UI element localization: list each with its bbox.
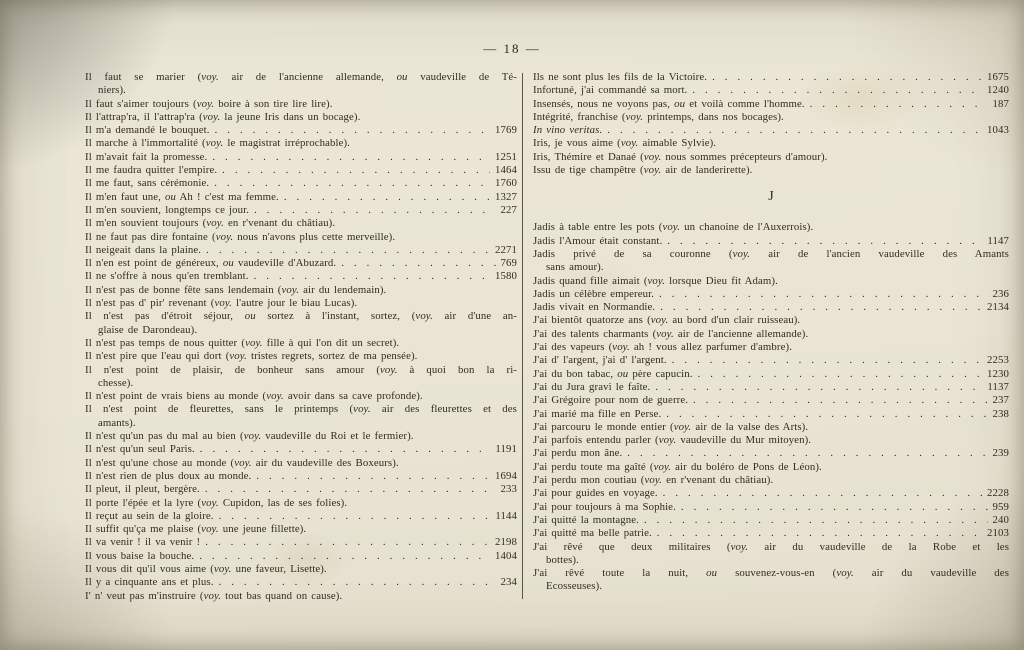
entry-title: J'ai perdu mon âne. [533,447,623,460]
entry-title: Il ne s'offre à nous qu'en tremblant. [85,270,249,283]
entry-title: J'ai bientôt quatorze ans (voy. au bord d'un clair ruisseau). [533,314,801,327]
entry-title: Iris, Thémire et Danaé (voy. nous sommes précepteurs d'amour). [533,150,828,163]
entry-title: J'ai quitté la montagne. [533,513,639,526]
entry-number: 2228 [987,487,1009,500]
entry-number: 1580 [495,270,517,283]
entry-number: 2198 [495,536,517,549]
entry-title: J'ai parcouru le monde entier (voy. air de la valse des Arts). [533,420,809,433]
leader-dots [667,354,982,367]
index-entry [85,390,517,403]
entry-title: Issu de tige champêtre (voy. air de landerirette). [533,164,753,177]
entry-title: J'ai pour guides en voyage. [533,487,658,500]
index-entry [533,275,1009,288]
entry-title: Il vous dit qu'il vous aime (voy. une faveur, Lisette). [85,562,327,575]
index-entry [85,350,517,363]
page-number: — 18 — [483,41,541,56]
leader-dots [654,288,987,301]
index-entry [85,430,517,443]
entry-title: J'ai du bon tabac, ou père capucin. [533,367,693,380]
entry-title: Il y a cinquante ans et plus. [85,576,214,589]
entry-title: Jadis à table entre les pots (voy. un chanoine de l'Auxerrois). [533,221,814,234]
entry-title-continuation: Ecosseuses). [546,580,603,593]
entry-number: 240 [992,513,1009,526]
entry-title: Il n'est pas de bonne fête sans lendemain (voy. air du lendemain). [85,283,387,296]
entry-number: 234 [500,576,517,589]
index-entry [533,487,1009,500]
entry-title: Il m'en faut une, ou Ah ! c'est ma femme. [85,190,279,203]
leader-dots [201,244,490,257]
right-column-j-section [533,221,1009,593]
entry-title: Il n'est qu'un seul Paris. [85,443,195,456]
index-entry [533,354,1009,367]
entry-title: Il l'attrap'ra, il l'attrap'ra (voy. la jeune Iris dans un bocage). [85,110,361,123]
entry-title: Jadis privé de sa couronne (voy. air de l'ancien vaudeville des Amants [533,247,1009,260]
right-column-i-section [533,71,1009,177]
column-divider [522,73,523,599]
entry-title: J'ai marié ma fille en Perse. [533,407,662,420]
leader-dots [650,381,982,394]
index-entry [533,301,1009,314]
index-entry [85,523,517,536]
entry-number: 769 [500,257,517,270]
index-entry [85,244,517,257]
index-entry [85,457,517,470]
index-entry [533,164,1009,177]
entry-title-continuation: chesse). [98,376,134,389]
leader-dots [200,483,496,496]
index-entry [85,483,517,496]
leader-dots [658,487,982,500]
index-entry [533,408,1009,421]
index-entry [533,567,1009,594]
entry-title: Il n'est point de plaisir, de bonheur sans amour (voy. à quoi bon la ri- [85,363,517,376]
leader-dots [195,443,491,456]
entry-title-continuation: bottes). [546,553,579,566]
entry-title: J'ai des talents charmants (voy. air de l'ancienne allemande). [533,327,809,340]
entry-number: 1043 [987,124,1009,137]
entry-title: J'ai perdu toute ma gaîté (voy. air du boléro de Pons de Léon). [533,460,822,473]
entry-number: 2103 [987,527,1009,540]
leader-dots [687,84,982,97]
index-entry [85,297,517,310]
entry-title: J'ai quitté ma belle patrie. [533,527,652,540]
leader-dots [200,536,490,549]
entry-title: Il me faut, sans cérémonie. [85,177,210,190]
entry-title: Il neigeait dans la plaine. [85,243,202,256]
entry-title: I' n' veut pas m'instruire (voy. tout bas quand on cause). [85,589,343,602]
index-entry [533,341,1009,354]
entry-number: 1137 [987,380,1009,393]
entry-number: 2134 [987,301,1009,314]
index-entry [533,314,1009,327]
leader-dots [336,257,495,270]
entry-number: 238 [992,407,1009,420]
entry-title: J'ai du Jura gravi le faîte. [533,380,651,393]
entry-title: Jadis un célèbre empereur. [533,287,655,300]
entry-title: J'ai perdu mon coutiau (voy. en r'venant du châtiau). [533,474,774,487]
entry-title: Il va venir ! il va venir ! [85,536,201,549]
entry-title-continuation: amants). [98,416,136,429]
leader-dots [209,177,490,190]
index-entry [533,124,1009,137]
entry-title: J'ai pour toujours à ma Sophie. [533,500,676,513]
entry-title: J'ai d' l'argent, j'ai d' l'argent. [533,354,667,367]
entry-title: Il n'est pas temps de nous quitter (voy. fille à qui l'on dit un secret). [85,336,400,349]
leader-dots [688,394,987,407]
index-entry [533,434,1009,447]
index-entry [533,71,1009,84]
index-entry [533,221,1009,234]
index-entry [533,248,1009,275]
entry-number: 1147 [987,234,1009,247]
index-entry [85,111,517,124]
index-entry [85,98,517,111]
index-entry [85,137,517,150]
entry-number: 1464 [495,164,517,177]
index-entry [85,550,517,563]
right-column [533,71,1009,603]
index-entry [533,151,1009,164]
index-entry [85,191,517,204]
index-entry [85,151,517,164]
entry-title: Ils ne sont plus les fils de la Victoire. [533,71,708,83]
index-entry [85,177,517,190]
index-entry [533,447,1009,460]
entry-title: Il me faudra quitter l'empire. [85,164,218,177]
index-entry [85,497,517,510]
leader-dots [217,164,490,177]
leader-dots [249,204,495,217]
entry-title: Il faut s'aimer toujours (voy. boire à son tire lire lire). [85,97,333,110]
index-entry [85,576,517,589]
leader-dots [707,71,982,84]
entry-title: Il n'en est point de généreux, ou vaudeville d'Abuzard. [85,257,337,270]
entry-number: 239 [992,447,1009,460]
index-entry [533,288,1009,301]
entry-title: Jadis quand fille aimait (voy. lorsque Dieu fit Adam). [533,274,778,287]
entry-number: 1240 [987,84,1009,97]
entry-number: 187 [992,97,1009,110]
index-entry [85,364,517,391]
entry-title: Insensés, nous ne voyons pas, ou et voilà comme l'homme. [533,97,805,110]
entry-title: Il n'est pire que l'eau qui dort (voy. tristes regrets, sortez de ma pensée). [85,350,418,363]
leader-dots [622,447,987,460]
leader-dots [249,270,490,283]
entry-title: J'ai rêvé toute la nuit, ou souvenez-vous-en (voy. air du vaudeville des [533,567,1009,580]
index-entry [85,337,517,350]
entry-number: 1769 [495,124,517,137]
entry-title: Il suffit qu'ça me plaise (voy. une jeune fillette). [85,523,307,536]
entry-title: Intégrité, franchise (voy. printemps, dans nos bocages). [533,110,784,123]
entry-title: Il n'est point de fleurettes, sans le printemps (voy. air des fleurettes et des [85,403,517,416]
index-entry [85,510,517,523]
entry-number: 233 [500,483,517,496]
entry-title: J'ai parfois entendu parler (voy. vaudeville du Mur mitoyen). [533,434,812,447]
entry-title-continuation: sans amour). [546,261,604,274]
entry-title-continuation: glaise de Darondeau). [98,323,198,336]
index-entry [533,235,1009,248]
index-entry [533,368,1009,381]
leader-dots [639,514,988,527]
entry-title: Il m'a demandé le bouquet. [85,124,210,137]
entry-title: Il porte l'épée et la lyre (voy. Cupidon, las de ses folies). [85,496,348,509]
entry-number: 1675 [987,71,1009,83]
index-entry [533,111,1009,124]
index-entry [85,443,517,456]
entry-title: Il pleut, il pleut, bergère. [85,483,200,496]
entry-number: 959 [992,500,1009,513]
entry-number: 1760 [495,177,517,190]
index-columns [85,71,1009,603]
index-entry [85,217,517,230]
leader-dots [214,576,496,589]
entry-number: 1144 [495,509,517,522]
entry-title: Il faut se marier (voy. air de l'ancienne allemande, ou vaudeville de Té- [85,71,517,83]
entry-title: Infortuné, j'ai commandé sa mort. [533,84,688,97]
entry-title: Il marche à l'immortalité (voy. le magistrat irréprochable). [85,137,350,150]
index-entry [85,257,517,270]
index-entry [85,536,517,549]
leader-dots [652,527,982,540]
leader-dots [210,124,490,137]
entry-number: 1230 [987,367,1009,380]
index-entry [533,461,1009,474]
leader-dots [214,510,491,523]
leader-dots [251,470,490,483]
section-letter-heading: J [768,189,774,205]
entry-number: 2253 [987,354,1009,367]
entry-number: 1191 [495,443,517,456]
index-entry [85,310,517,337]
entry-title: Iris, je vous aime (voy. aimable Sylvie). [533,137,717,150]
entry-number: 237 [992,394,1009,407]
entry-title: Il n'est pas d'étroit séjour, ou sortez à l'instant, sortez, (voy. air d'une an- [85,310,517,323]
entry-title: Il n'est qu'une chose au monde (voy. air du vaudeville des Boxeurs). [85,456,399,469]
entry-title: Il n'est qu'un pas du mal au bien (voy. vaudeville du Roi et le fermier). [85,430,414,443]
entry-title: In vino veritas. [533,124,603,137]
entry-title: Il m'en souvient toujours (voy. en r'venant du châtiau). [85,217,336,230]
index-entry [85,231,517,244]
index-entry [533,421,1009,434]
index-entry [85,270,517,283]
leader-dots [661,408,987,421]
index-entry [533,474,1009,487]
entry-number: 227 [500,203,517,216]
index-entry [85,124,517,137]
entry-title: Jadis vivait en Normandie. [533,301,656,314]
index-entry [533,328,1009,341]
leader-dots [676,501,988,514]
index-entry [85,204,517,217]
leader-dots [662,235,982,248]
entry-title: Il reçut au sein de la gloire. [85,509,214,522]
index-entry [533,527,1009,540]
entry-title: J'ai des vapeurs (voy. ah ! vous allez parfumer d'ambre). [533,341,793,354]
left-column [85,71,517,603]
entry-number: 1694 [495,469,517,482]
entry-title: Il vous baise la bouche. [85,549,195,562]
index-entry [533,514,1009,527]
leader-dots [602,124,982,137]
entry-number: 1404 [495,549,517,562]
entry-number: 2271 [495,243,517,256]
leader-dots [207,151,490,164]
index-entry [85,164,517,177]
entry-number: 236 [992,287,1009,300]
index-entry [85,470,517,483]
index-entry [533,541,1009,568]
index-entry [85,284,517,297]
entry-title-continuation: niers). [98,84,126,97]
leader-dots [693,368,982,381]
entry-title: Il m'avait fait la promesse. [85,150,208,163]
index-entry [533,98,1009,111]
index-entry [533,84,1009,97]
index-entry [85,563,517,576]
index-entry [85,403,517,430]
entry-number: 1251 [495,150,517,163]
entry-title: J'ai rêvé que deux militaires (voy. air du vaudeville de la Robe et les [533,540,1009,553]
index-entry [533,394,1009,407]
leader-dots [194,550,490,563]
leader-dots [655,301,982,314]
leader-dots [279,191,490,204]
entry-number: 1327 [495,190,517,203]
entry-title: Il m'en souvient, longtemps ce jour. [85,203,250,216]
entry-title: Jadis l'Amour était constant. [533,234,663,247]
entry-title: Il n'est rien de plus doux au monde. [85,469,252,482]
entry-title: Il n'est pas d' pir' revenant (voy. l'autre jour le biau Lucas). [85,297,358,310]
entry-title: J'ai Grégoire pour nom de guerre. [533,394,689,407]
index-entry [533,137,1009,150]
entry-title: Il ne faut pas dire fontaine (voy. nous n'avons plus cette merveille). [85,230,396,243]
index-entry [533,501,1009,514]
index-entry [85,590,517,603]
entry-title: Il n'est point de vrais biens au monde (voy. avoir dans sa cave profonde). [85,390,423,403]
index-entry [85,71,517,98]
leader-dots [805,98,988,111]
index-entry [533,381,1009,394]
